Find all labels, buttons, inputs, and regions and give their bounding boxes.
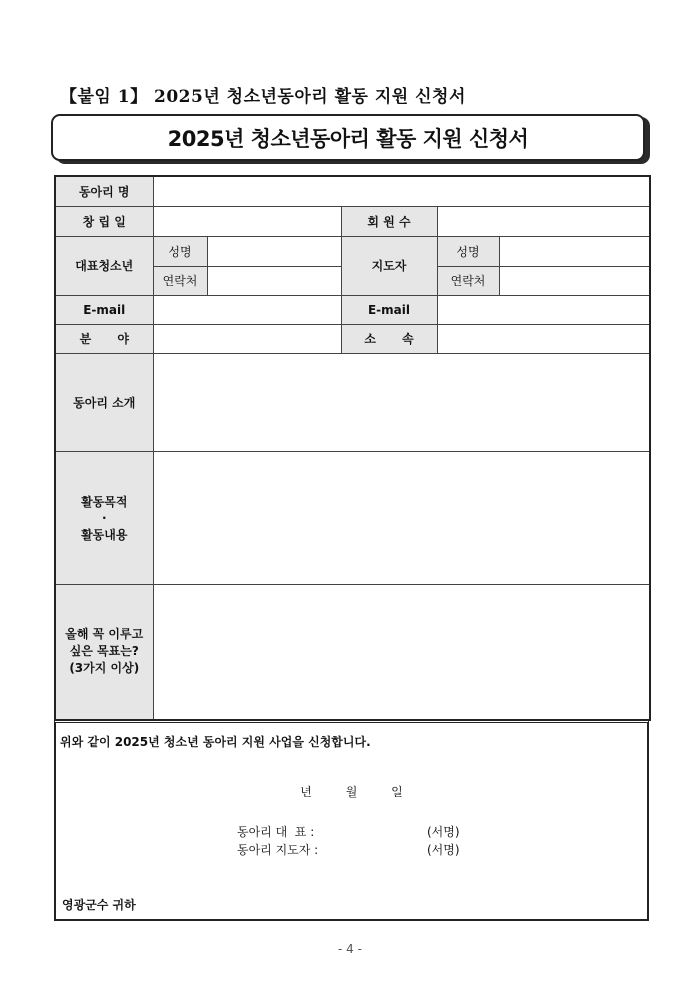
advisor-contact-label: 연락처 — [437, 266, 499, 295]
goals-label-line3: (3가지 이상) — [69, 661, 140, 676]
date-month[interactable]: 월 — [345, 785, 358, 799]
affiliation-label: 소 속 — [341, 324, 437, 353]
purpose-label-line3: 활동내용 — [81, 527, 128, 542]
rep-name-field[interactable] — [207, 236, 341, 266]
email-left-label: E-mail — [55, 295, 153, 324]
rep-contact-field[interactable] — [207, 266, 341, 295]
goals-label — [55, 584, 153, 720]
rep-sign-line — [237, 823, 460, 840]
goals-label-line1: 올해 꼭 이루고 — [65, 627, 144, 642]
purpose-label-line1: 활동목적 — [81, 494, 128, 509]
rep-youth-label: 대표청소년 — [55, 236, 153, 295]
founded-label: 창 립 일 — [55, 206, 153, 236]
club-name-label: 동아리 명 — [55, 176, 153, 206]
form-title: 2025년 청소년동아리 활동 지원 신청서 — [167, 126, 529, 151]
page-number: - 4 - — [338, 942, 362, 956]
advisor-contact-field[interactable] — [499, 266, 650, 295]
goals-label-line2: 싶은 목표는? — [69, 644, 139, 659]
email-right-field[interactable] — [437, 295, 650, 324]
date-line — [56, 783, 647, 800]
purpose-label — [55, 451, 153, 584]
advisor-sign-line — [237, 841, 460, 858]
declaration-text: 위와 같이 2025년 청소년 동아리 지원 사업을 신청합니다. — [60, 735, 371, 749]
rep-sign-mark[interactable]: (서명) — [427, 825, 460, 839]
form-title-box — [51, 114, 645, 161]
rep-contact-label: 연락처 — [153, 266, 207, 295]
purpose-label-line2: · — [101, 510, 107, 525]
email-left-field[interactable] — [153, 295, 341, 324]
founded-field[interactable] — [153, 206, 341, 236]
affiliation-field[interactable] — [437, 324, 650, 353]
members-label: 회 원 수 — [341, 206, 437, 236]
field-label: 분 야 — [55, 324, 153, 353]
date-year[interactable]: 년 — [300, 785, 312, 799]
attachment-label: 【붙임 1】 2025년 청소년동아리 활동 지원 신청서 — [60, 87, 466, 107]
advisor-name-label: 성명 — [437, 236, 499, 266]
members-field[interactable] — [437, 206, 650, 236]
advisor-sign-mark[interactable]: (서명) — [427, 843, 460, 857]
advisor-sign-label: 동아리 지도자 : — [237, 843, 319, 857]
rep-sign-label: 동아리 대 표 : — [237, 825, 315, 839]
date-day[interactable]: 일 — [391, 785, 403, 799]
goals-field[interactable] — [153, 584, 650, 720]
application-form-table — [54, 175, 651, 721]
purpose-field[interactable] — [153, 451, 650, 584]
signature-section — [54, 720, 649, 921]
field-field[interactable] — [153, 324, 341, 353]
advisor-label: 지도자 — [341, 236, 437, 295]
advisor-name-field[interactable] — [499, 236, 650, 266]
club-name-field[interactable] — [153, 176, 650, 206]
rep-name-label: 성명 — [153, 236, 207, 266]
addressee: 영광군수 귀하 — [62, 898, 136, 912]
intro-label: 동아리 소개 — [55, 353, 153, 451]
intro-field[interactable] — [153, 353, 650, 451]
email-right-label: E-mail — [341, 295, 437, 324]
